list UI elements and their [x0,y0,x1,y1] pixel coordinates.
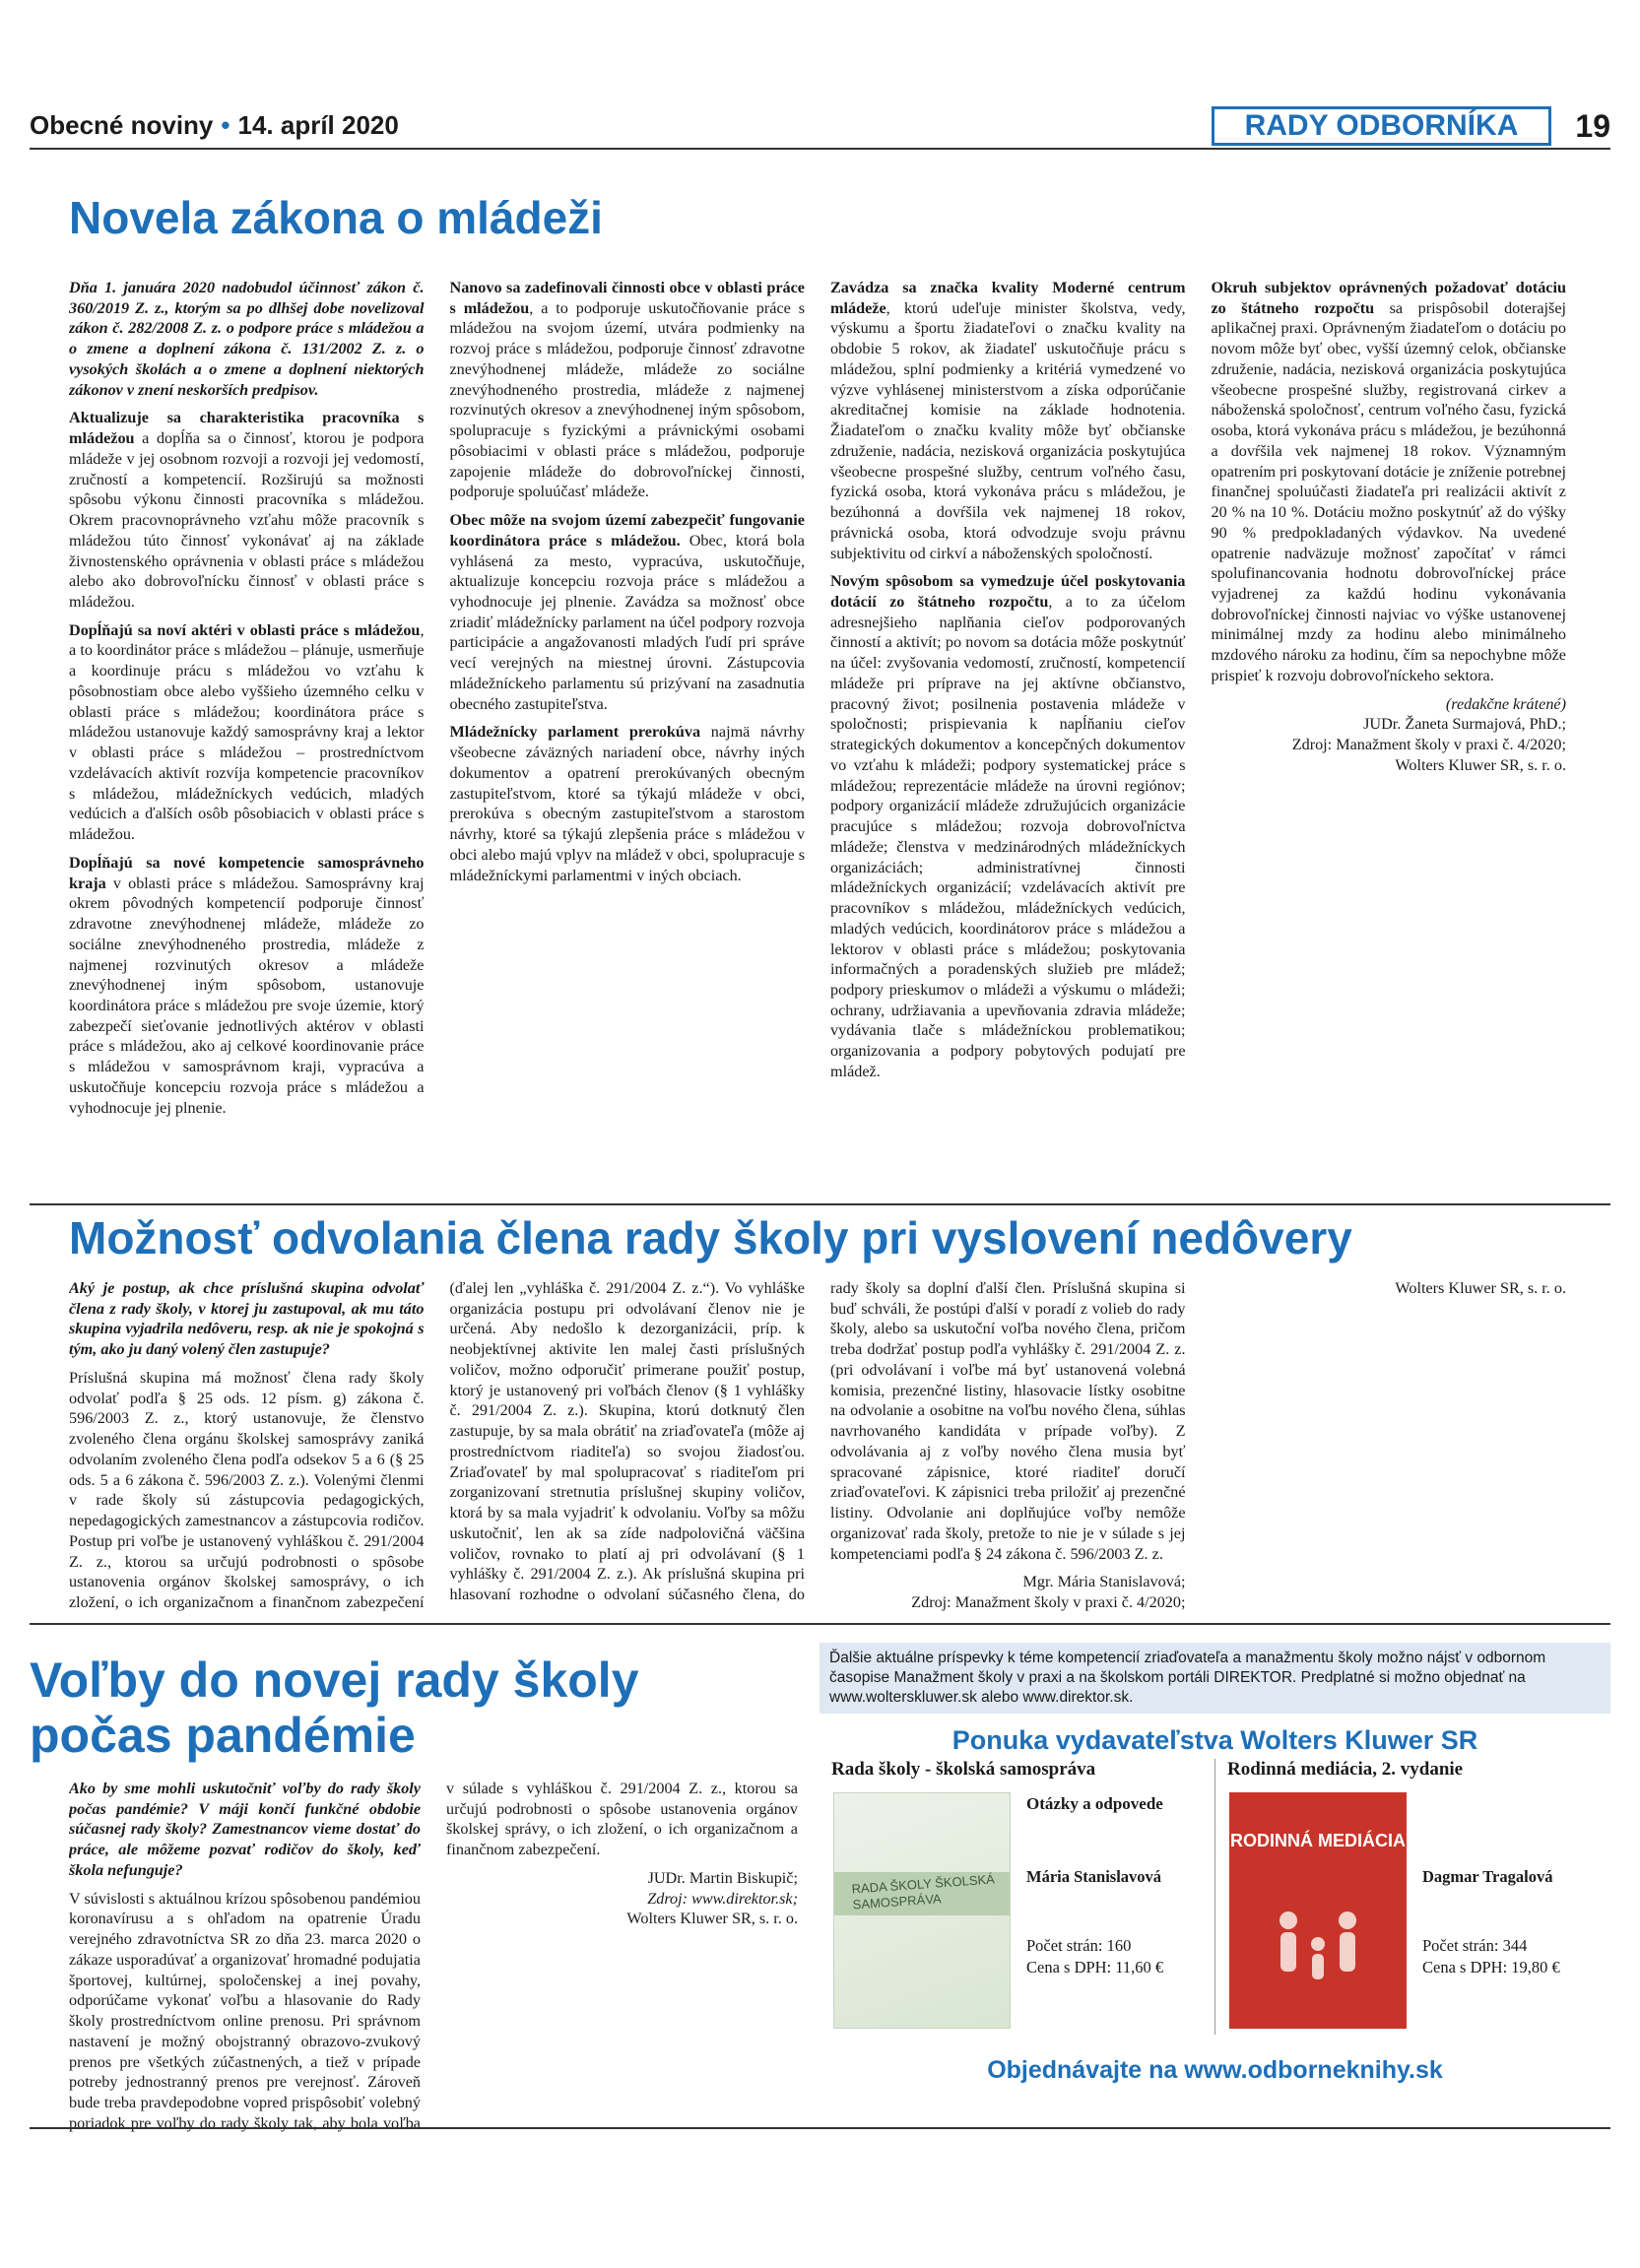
article3-paragraph: V súvislosti s aktuálnou krízou spôsobenou pandémiou koronavírusu a s ohľadom na opatrenie Úradu verejného zdravotníctva SR zo dňa 23. marca 2020 o zákaze usporadúvať a organizovať hromadné podujatia športovej, kultúrnej, spoločenskej a inej povahy, odporúčame vykonať voľbu a hlasovanie do Rady školy prostredníctvom online prenosu. Pri správnom nastavení je možný obojstranný obrazovo-zvukový prenos pre všetkých zúčastnených, a tiež v prípade potreby jednostranný prenos pre verejnosť. Zároveň bude treba pravdepodobne vopred prispôsobiť volebný poriadok pre voľby do rady školy tak, aby bola voľba v súlade s vyhláškou č. 291/2004 Z. z., ktorou sa určujú podrobnosti o spôsobe ustanovenia orgánov školskej správy, o ich zložení, o ich organizačnom a finančnom zabezpečení. [69,1780,798,2132]
article1-paragraph: Okruh subjektov oprávnených požadovať dotáciu zo štátneho rozpočtu sa prispôsobil doterajšej aplikačnej praxi. Oprávneným žiadateľom o dotáciu po novom môže byť obec, vyšší územný celok, občianske združenie, nadácia, nezisková organizácia poskytujúca všeobecne prospešné služby, registrovaná cirkev a náboženská spoločnosť, centrum voľného času, fyzická osoba, ktorá vykonáva prácu s mládežou, je bezúhonná a dovŕšila vek najmenej 18 rokov. Významným opatrením pri poskytovaní dotácie je zníženie potrebnej finančnej spoluúčasti žiadateľa pri realizácii aktivít z 20 % na 10 %. Dotáciu možno poskytnúť až do výšky 90 % predpokladaných výdavkov. Na uvedené opatrenie nadväzuje možnosť započítať v rámci spolufinancovania hodnotu dobrovoľníckej práce vyjadrenej za každú hodinu vykonávania dobrovoľníckej činnosti najviac vo výške ustanovenej minimálnej mzdy za hodinu alebo minimálneho mzdového nároku za hodinu, čím sa nepochybne môže prispieť k rozvoju dobrovoľníckeho sektora. [1211,279,1566,684]
header-rule [30,148,1610,150]
article1-column-2 [450,278,806,1184]
article2-publisher: Wolters Kluwer SR, s. r. o. [1395,1279,1566,1297]
article2-author: Mgr. Mária Stanislavová; [1022,1573,1186,1591]
book-cover-image [1229,1792,1407,2029]
divider-rule [30,1203,1610,1205]
book-subtitle: Otázky a odpovede [1026,1794,1163,1813]
book-title: Rodinná mediácia, 2. vydanie [1227,1759,1464,1780]
article3-source: Zdroj: www.direktor.sk; [647,1889,798,1908]
book-cover-text: RODINNÁ MEDIÁCIA [1230,1831,1406,1850]
order-link[interactable]: Objednávajte na www.odborneknihy.sk [987,2056,1443,2084]
promo-title: Ponuka vydavateľstva Wolters Kluwer SR [951,1725,1478,1756]
article1-body [69,278,1566,1184]
book-author: Mária Stanislavová [1026,1867,1162,1886]
publication-info [30,110,399,141]
article3-lead: Ako by sme mohli uskutočniť voľby do rady školy počas pandémie? V máji končí funkčné obdobie súčasnej rady školy? Zamestnancov vieme dostať do práce, ale môžeme pozvať rodičov do školy, keď škola nefunguje? [69,1780,421,1879]
article1-author: JUDr. Žaneta Surmajová, PhD.; [1363,715,1566,734]
article1-paragraph: Obec môže na svojom území zabezpečiť fungovanie koordinátora práce s mládežou. Obec, ktorá bola vyhlásená za mesto, vypracúva, uskutočňuje, aktualizuje koncepciu rozvoja práce s mládežou a vyhodnocuje jej plnenie. Zavádza sa možnosť obce zriadiť mládežnícky parlament na účel podpory rozvoja participácie a angažovanosti mladých ľudí pri správe vecí verejných na miestnej úrovni. Zástupcovia mládežníckeho parlamentu sú prizývaní na zasadnutia obecného zastupiteľstva. [449,511,805,713]
section-label: RADY ODBORNÍKA [1212,106,1551,146]
issue-date: 14. apríl 2020 [237,110,399,140]
article3-columns [69,1779,798,2153]
page-header [30,106,1610,146]
article1-source: Zdroj: Manažment školy v praxi č. 4/2020; [1291,736,1566,754]
article2-columns [69,1278,1566,1613]
article3-title-line: počas pandémie [30,1708,416,1763]
book-offer[interactable] [820,1759,1214,2035]
article2-lead: Aký je postup, ak chce príslušná skupina odvolať člena z rady školy, v ktorej ju zastupoval, ak mu táto skupina vyjadrila nedôveru, resp. ak nie je spokojná s tým, ako ju daný volený člen zastupuje? [69,1279,425,1359]
page-number: 19 [1575,108,1610,144]
article2-text-flow [69,1278,1566,1613]
article3-publisher: Wolters Kluwer SR, s. r. o. [626,1910,798,1928]
book-price: Cena s DPH: 19,80 € [1422,1958,1560,1976]
article3-author: JUDr. Martin Biskupič; [647,1868,798,1887]
book-offers [820,1759,1610,2035]
article1-paragraph: Mládežnícky parlament prerokúva najmä návrhy všeobecne záväzných nariadení obce, návrhy iných dokumentov a opatrení prerokúvaných obecným zastupiteľstvom, ktoré sa týkajú mládeže v obci, prerokúva s obecným zastupiteľstvom a starostom návrhy, ktoré sa týkajú zlepšenia práce s mládežou v obci alebo majú vplyv na mládež v obci, spolupracuje s mládežníckymi parlamentmi v iných obciach. [449,723,805,884]
article1-publisher: Wolters Kluwer SR, s. r. o. [1395,755,1566,774]
book-cover-text: RADA ŠKOLY ŠKOLSKÁ SAMOSPRÁVA [851,1871,996,1912]
article1-paragraph: Zavádza sa značka kvality Moderné centrum mládeže, ktorú udeľuje minister školstva, vedy, výskumu a športu žiadateľovi o značku kvality na obdobie 5 rokov, ak žiadateľ uskutočňuje prácu s mládežou, splní podmienky a kritériá vymedzené vo výzve vyhlásenej ministerstvom a získa odporúčanie akreditačnej komisie na základe hodnotenia. Žiadateľom o značku kvality môže byť občianske združenie, nadácia, nezisková organizácia poskytujúca všeobecne prospešné služby, centrum voľného času, fyzická osoba, ktorá vykonáva prácu s mládežou, je bezúhonná a dovŕšila vek najmenej 18 rokov, právnická osoba, ktorá odvodzuje svoju právnu subjektivitu od cirkví a náboženských spoločností. [830,279,1186,562]
footer-rule [30,2127,1610,2129]
article1-paragraph: Novým spôsobom sa vymedzuje účel poskytovania dotácií zo štátneho rozpočtu, a to za účelom adresnejšieho naplňania cieľov podporovaných činností a aktivít; po novom sa dotácia môže poskytnúť na účel: zvyšovania vedomostí, zručností, kompetencií mládeže pri príprave na jej aktívne občianstvo, pracovný život; posilnenia postavenia mládeže v spoločnosti; prispievania k napĺňaniu cieľov strategických dokumentov a koncepčných dokumentov vo vzťahu k mládeži; podpory systematickej práce s mládežou; reprezentácie mládeže na úrovni regiónov; podpory organizácií mládeže združujúcich organizácie pracujúce s mládežou; rozvoja dobrovoľníctva mládeže; členstva v medzinárodných mládežníckych organizáciách; administratívnej činnosti mládežníckych organizácií; vzdelávacích aktivít pre pracovníkov s mládežou, mládežníckych vedúcich, mladých vedúcich, koordinátorov práce s mládežou a lektorov v oblasti práce s mládežou; poskytovania informačných a poradenských služieb pre mládež; podpory prieskumov o mládeži a výskumu o mládeži; ochrany, udržiavania a upevňovania zdravia mládeže; vydávania tlače s mládežníckou problematikou; organizovania a podpory pobytových podujatí pre mládež. [830,572,1186,1080]
article2-source: Zdroj: Manažment školy v praxi č. 4/2020; [911,1593,1186,1612]
article2-paragraph: Príslušná skupina má možnosť člena rady školy odvolať podľa § 25 ods. 12 písm. g) zákona č. 596/2003 Z. z., ktorý ustanovuje, že členstvo zvoleného člena orgánu školskej samosprávy zaniká odvolaním zvoleného člena podľa odsekov 5 a 6 (§ 25 ods. 5 a 6 zákona č. 596/2003 Z. z.). Volenými členmi v rade školy sú zástupcovia pedagogických, nepedagogických zamestnancov a zástupcovia rodičov. Postup pri voľbe je ustanovený vyhláškou č. 291/2004 Z. z., ktorou sa určujú podrobnosti o spôsobe ustanovenia orgánov školskej samosprávy, o ich zložení, o ich organizačnom a finančnom zabezpečení (ďalej len „vyhláška č. 291/2004 Z. z.“). Vo vyhláške organizácia postupu pri odvolávaní členov nie je určená. Aby nedošlo k dezorganizácii, príp. k neobjektívnej aktivite len malej časti príslušných voličov, možno odporučiť primerane použiť postup, ktorý je ustanovený pri voľbách členov (§ 1 vyhlášky č. 291/2004 Z. z.). Skupina, ktorú dotknutý člen zastupuje, by sa mala obrátiť na zriaďovateľa (môže aj prostredníctvom riaditeľa) so svojou žiadosťou. Zriaďovateľ by mal spolupracovať s riaditeľom pri zorganizovaní stretnutia príslušnej skupiny voličov, ktorá by sa mala vyjadriť k odvolaniu. Voľby sa môžu uskutočniť, len ak sa zíde nadpolovičná väčšina voličov, rovnako to platí aj pri odvolávaní (§ 1 vyhlášky č. 291/2004 Z. z.). Ak príslušná skupina pri hlasovaní rozhodne o odvolaní súčasného člena, do rady školy sa doplní ďalší člen. Príslušná skupina si buď schváli, že postúpi ďalší v poradí z volieb do rady školy, alebo sa uskutoční voľba nového člena, pričom treba dodržať postup podľa vyhlášky č. 291/2004 Z. z. (pri odvolávaní i voľbe má byť ustanovená volebná komisia, prezenčné listiny, hlasovacie lístky osobitne na odvolanie a osobitne na voľbu nového člena, súhlas navrhovaného kandidáta v prípade voľby). Z odvolávania aj z voľby nového člena musia byť spracované zápisnice, ktoré riaditeľ doručí zriaďovateľovi. K zápisnici treba priložiť aj prezenčné listiny. Odvolanie ani doplňujúce voľby nemôže organizovať rada školy, pretože to nie je v súlade s jej kompetenciami podľa § 24 zákona č. 596/2003 Z. z. [69,1279,1186,1612]
book-title: Rada školy - školská samospráva [831,1759,1096,1780]
book-offer[interactable] [1214,1759,1610,2035]
article2-title: Možnosť odvolania člena rady školy pri vyslovení nedôvery [69,1212,1352,1264]
article1-lead: Dňa 1. januára 2020 nadobudol účinnosť zákon č. 360/2019 Z. z., ktorým sa po dlhšej dobe novelizoval zákon č. 282/2008 Z. z. o podpore práce s mládežou a o zmene a doplnení zákona č. 131/2002 Z. z. o vysokých školách a o zmene a doplnení niektorých zákonov v znení neskorších predpisov. [69,279,425,399]
publisher-promo [820,1643,1610,2096]
article3-title [30,1652,778,1763]
book-cover-image [833,1792,1011,2029]
divider-rule [30,1623,1610,1625]
article1-title: Novela zákona o mládeži [69,192,603,243]
book-price: Cena s DPH: 11,60 € [1026,1958,1164,1976]
editor-note: (redakčne krátené) [1445,694,1566,713]
article1-column-4 [1212,278,1567,1184]
publication-name: Obecné noviny [30,110,214,140]
article3-body [69,1779,798,2153]
article1-column-3 [830,278,1186,1184]
book-pages: Počet strán: 160 [1026,1936,1132,1955]
promo-info-box: Ďalšie aktuálne príspevky k téme kompetencií zriaďovateľa a manažmentu školy možno nájsť v odbornom časopise Manažment školy v praxi a na školskom portáli DIREKTOR. Predplatné si možno objednať na www.wolterskluwer.sk alebo www.direktor.sk. [820,1643,1610,1714]
book-pages: Počet strán: 344 [1422,1936,1528,1955]
article3-title-line: Voľby do novej rady školy [30,1652,639,1708]
article2-body [69,1278,1566,1613]
article1-paragraph: Nanovo sa zadefinovali činnosti obce v oblasti práce s mládežou, a to podporuje uskutočňovanie práce s mládežou na svojom území, utvára podmienky na rozvoj práce s mládežou, podporuje činnosť zdravotne znevýhodnenej mládeže, mládeže zo sociálne znevýhodneného prostredia, mládeže z najmenej rozvinutých okresov a znevýhodnenej iným spôsobom, spolupracuje s fyzickými a právnickými osobami pôsobiacimi v oblasti práce s mládežou, podporuje zapojenie mládeže do dobrovoľníckej činnosti, podporuje spoluúčasť mládeže. [449,279,805,501]
family-icon [1259,1901,1377,1989]
article1-paragraph: Dopĺňajú sa noví aktéri v oblasti práce s mládežou, a to koordinátor práce s mládežou – plánuje, usmerňuje a koordinuje prácu s mládežou vo vzťahu k pôsobnostiam obce alebo vyššieho územného celku v oblasti práce s mládežou; koordinátora práce s mládežou ustanovuje každý samosprávny kraj a lektor v oblasti práce s mládežou – prostredníctvom vzdelávacích aktivít rozvíja kompetencie pracovníkov s mládežou, mládežníckych vedúcich, mladých vedúcich a ďalších osôb pôsobiacich v oblasti práce s mládežou. [69,620,425,844]
article3-text-flow [69,1779,798,2153]
book-author: Dagmar Tragalová [1422,1867,1553,1886]
separator-dot: • [221,110,230,140]
article1-paragraph: Dopĺňajú sa nové kompetencie samosprávneho kraja v oblasti práce s mládežou. Samosprávny kraj okrem pôvodných kompetencií podporuje činnosť zdravotne znevýhodnenej mládeže, mládeže zo sociálne znevýhodneného prostredia, mládeže z najmenej rozvinutých okresov a mládeže znevýhodnenej iným spôsobom, ustanovuje koordinátora práce s mládežou pre svoje územie, ktorý zabezpečí sieťovanie jednotlivých aktérov v oblasti práce s mládežou, ako aj celkové koordinovanie práce s mládežou v samosprávnom kraji, vypracúva a uskutočňuje koncepciu rozvoja práce s mládežou a vyhodnocuje jej plnenie. [69,853,425,1117]
article1-column-1 [69,278,425,1184]
article1-paragraph: Aktualizuje sa charakteristika pracovníka s mládežou a dopĺňa sa o činnosť, ktorou je podpora mládeže v jej osobnom rozvoji a rozvoji jej vedomostí, zručností a kompetencií. Rozširujú sa možnosti spôsobu výkonu činnosti pracovníka s mládežou. Okrem pracovnoprávneho vzťahu môže pracovník s mládežou túto činnosť vykonávať aj na základe živnostenského oprávnenia v oblasti práce s mládežou alebo ako dobrovoľnícku činnosť v oblasti práce s mládežou. [69,409,425,612]
